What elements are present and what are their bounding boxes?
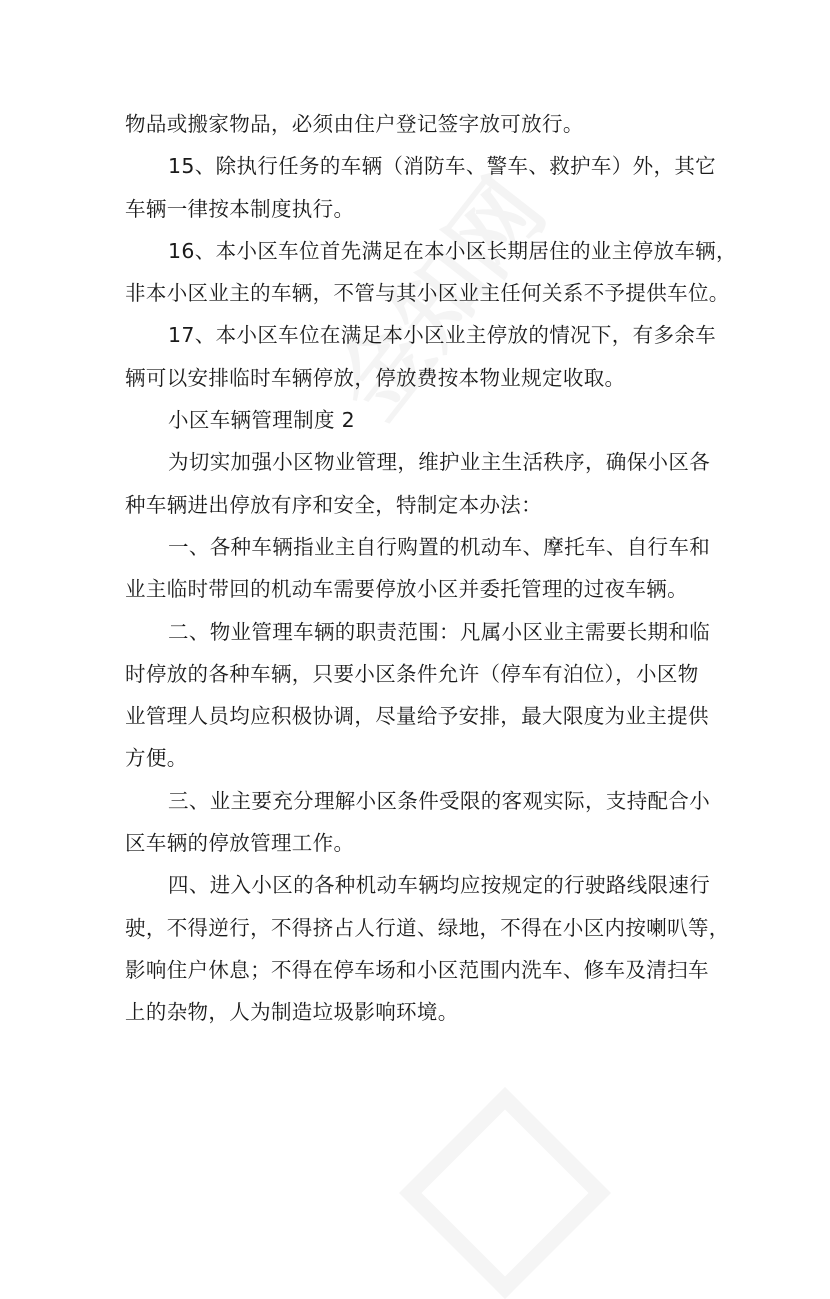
- text-line: 车辆一律按本制度执行。: [125, 196, 355, 221]
- text-line: 时停放的各种车辆，只要小区条件允许（停车有泊位），小区物: [125, 661, 699, 686]
- watermark-logo-icon: [399, 1087, 611, 1299]
- text-line: 驶，不得逆行，不得挤占人行道、绿地，不得在小区内按喇叭等，: [125, 915, 730, 940]
- text-line: 方便。: [125, 746, 188, 771]
- text-line: 17、本小区车位在满足本小区业主停放的情况下，有多余车: [168, 323, 717, 348]
- text-line: 15、除执行任务的车辆（消防车、警车、救护车）外，其它: [168, 154, 717, 179]
- text-line: 物品或搬家物品，必须由住户登记签字放可放行。: [125, 112, 584, 136]
- text-line: 区车辆的停放管理工作。: [125, 831, 355, 856]
- text-line: 16、本小区车位首先满足在本小区长期居住的业主停放车辆，: [168, 238, 737, 263]
- section-heading: 小区车辆管理制度 2: [168, 408, 356, 433]
- text-line: 非本小区业主的车辆，不管与其小区业主任何关系不予提供车位。: [125, 281, 730, 306]
- text-line: 业主临时带回的机动车需要停放小区并委托管理的过夜车辆。: [125, 577, 688, 602]
- text-line: 上的杂物，人为制造垃圾影响环境。: [125, 1000, 459, 1025]
- text-line: 辆可以安排临时车辆停放，停放费按本物业规定收取。: [125, 365, 626, 390]
- text-line: 二、物业管理车辆的职责范围：凡属小区业主需要长期和临: [168, 619, 711, 644]
- text-line: 四、进入小区的各种机动车辆均应按规定的行驶路线限速行: [168, 873, 711, 898]
- text-line: 业管理人员均应积极协调，尽量给予安排，最大限度为业主提供: [125, 704, 709, 729]
- text-line: 为切实加强小区物业管理，维护业主生活秩序，确保小区各: [168, 450, 711, 475]
- document-body: [125, 103, 737, 1034]
- text-line: 影响住户休息；不得在停车场和小区范围内洗车、修车及清扫车: [125, 957, 709, 982]
- text-line: 三、业主要充分理解小区条件受限的客观实际，支持配合小: [168, 788, 711, 813]
- text-line: 一、各种车辆指业主自行购置的机动车、摩托车、自行车和: [168, 534, 711, 559]
- text-line: 种车辆进出停放有序和安全，特制定本办法：: [125, 492, 542, 517]
